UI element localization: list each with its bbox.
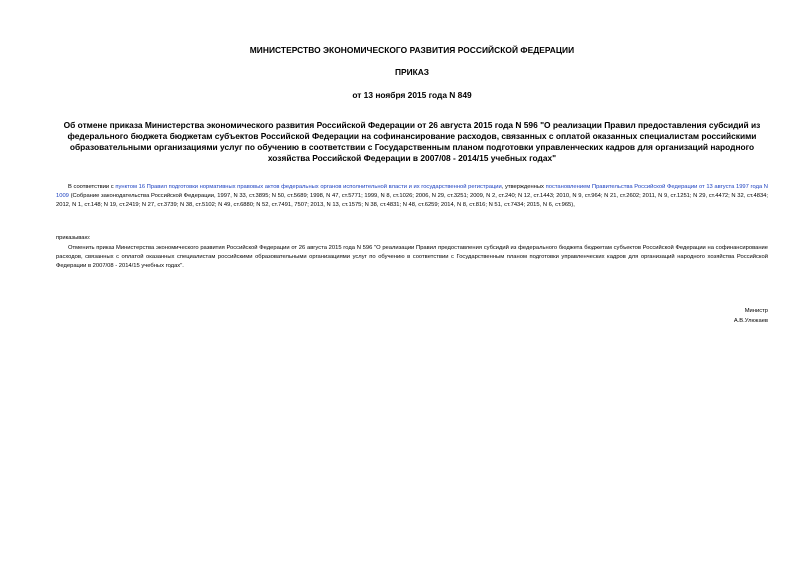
- document-page: [56, 0, 768, 571]
- preamble-paragraph: [56, 183, 768, 211]
- preamble-text-1: В соответствии с: [68, 184, 116, 190]
- preamble-text-3: (Собрание законодательства Российской Федерации, 1997, N 33, ст.3895; N 50, ст.5689; 1998, N 47, ст.5771; 1999, N 8, ст.1026; 2006, N 29, ст.3251; 2009, N 2, ст.240; N 12, ст.1443; 2010, N 9, ст.964; N 21, ст.2602; 2011, N 9, ст.1251; N 29, ст.4472; N 32, ст.4834; 2012, N 1, ст.148; N 19, ст.2419; N 27, ст.3739; N 38, ст.5102; N 49, ст.6880; N 52, ст.7491, 7507; 2013, N 13, ст.1575; N 38, ст.4831; N 48, ст.6259; 2014, N 8, ст.816; N 51, ст.7434; 2015, N 6, ст.965),: [56, 193, 768, 209]
- document-date: от 13 ноября 2015 года N 849: [352, 90, 472, 100]
- preamble-text-2: , утвержденных: [501, 184, 546, 190]
- signatory-position: Министр: [744, 308, 768, 314]
- ministry-name: МИНИСТЕРСТВО ЭКОНОМИЧЕСКОГО РАЗВИТИЯ РОССИЙСКОЙ ФЕДЕРАЦИИ: [249, 45, 575, 55]
- orders-label: приказываю:: [56, 235, 91, 241]
- signature-block: [734, 307, 768, 327]
- government-decree-link[interactable]: постановлением Правительства Российской Федерации от 13 августа 1997 года N 1009: [56, 184, 768, 200]
- order-paragraph: Отменить приказ Министерства экономического развития Российской Федерации от 26 августа 2015 года N 596 "О реализации Правил предоставления субсидий из федерального бюджета бюджетам субъектов Российской Федерации на софинансирование расходов, связанных с оплатой оказанных специалистам российскими образовательными организациями услуг по обучению в соответствии с Государственным планом подготовки управленческих кадров для организаций народного хозяйства Российской Федерации в 2007/08 - 2014/15 учебных годах".: [56, 245, 768, 270]
- document-type: ПРИКАЗ: [394, 67, 430, 77]
- rules-link[interactable]: пунктом 16 Правил подготовки нормативных правовых актов федеральных органов исполнительной власти и их государственной регистрации: [115, 184, 502, 190]
- document-title: Об отмене приказа Министерства экономического развития Российской Федерации от 26 августа 2015 года N 596 "О реализации Правил предоставления субсидий из федерального бюджета бюджетам субъектов Российской Федерации на софинансирование расходов, связанных с оплатой оказанных специалистам российскими образовательными организациями услуг по обучению в соответствии с Государственным планом подготовки управленческих кадров для организаций народного хозяйства Российской Федерации в 2007/08 - 2014/15 учебных годах": [63, 120, 761, 163]
- signatory-name: А.В.Улюкаев: [733, 317, 768, 324]
